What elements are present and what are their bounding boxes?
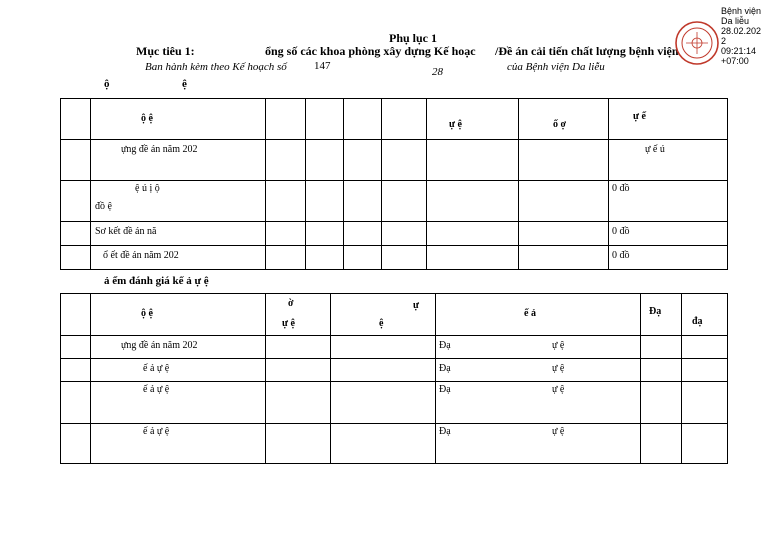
signature-line-3: 28.02.202 bbox=[721, 26, 762, 36]
evaluation-table bbox=[60, 293, 728, 464]
row-result: 0 đồ bbox=[612, 226, 630, 237]
table-header-row bbox=[61, 294, 728, 336]
table-row bbox=[61, 140, 728, 181]
row-activity: ế ả ự ệ bbox=[143, 363, 170, 374]
row-activity: ế ả ự ệ bbox=[143, 426, 170, 437]
signature-line-4: 2 bbox=[721, 36, 727, 46]
table-row bbox=[61, 246, 728, 270]
table-row bbox=[61, 181, 728, 222]
row-eval-a: Đạ bbox=[439, 426, 451, 437]
header-fail: đạ bbox=[692, 316, 703, 327]
subtitle-prefix: Ban hành kèm theo Kế hoạch số bbox=[145, 61, 287, 73]
header-implementation: ự ệ bbox=[449, 119, 462, 130]
table-header-row bbox=[61, 99, 728, 140]
table-row bbox=[61, 382, 728, 424]
row-activity: ựng đề án năm 202 bbox=[121, 340, 198, 351]
row-eval-a: Đạ bbox=[439, 384, 451, 395]
row-result: 0 đồ bbox=[612, 250, 630, 261]
row-activity-line-1: ệ ú ị ộ bbox=[135, 183, 160, 194]
header-time-a: ờ bbox=[288, 298, 294, 309]
section-1-fragment-a: ộ bbox=[104, 78, 110, 90]
header-time-b: ự ệ bbox=[282, 318, 295, 329]
header-pass: Đạ bbox=[649, 306, 662, 317]
row-activity: ựng đề án năm 202 bbox=[121, 144, 198, 155]
row-eval-b: ự ệ bbox=[552, 363, 565, 374]
header-activity: ộ ệ bbox=[141, 113, 153, 124]
signature-line-6: +07:00 bbox=[721, 56, 749, 66]
row-activity: Sơ kết đề án nă bbox=[95, 226, 157, 237]
row-eval-a: Đạ bbox=[439, 340, 451, 351]
table-row bbox=[61, 424, 728, 464]
header-person-b: ệ bbox=[379, 318, 384, 329]
objective-text-2: /Đề án cải tiến chất lượng bệnh viện bbox=[495, 44, 679, 58]
row-eval-b: ự ệ bbox=[552, 384, 565, 395]
header-coordination: ố ợ bbox=[553, 119, 567, 130]
signature-line-2: Da liễu bbox=[721, 16, 750, 26]
header-evaluation: ế ả bbox=[524, 308, 536, 319]
row-eval-a: Đạ bbox=[439, 363, 451, 374]
objective-text: ổng số các khoa phòng xây dựng Kế hoạc bbox=[265, 44, 476, 58]
row-activity: ổ ết đề án năm 202 bbox=[103, 250, 179, 261]
activity-plan-table bbox=[60, 98, 728, 270]
header-person-a: ự bbox=[413, 300, 420, 311]
objective-label: Mục tiêu 1: bbox=[136, 44, 195, 58]
subtitle-suffix: của Bệnh viện Da liễu bbox=[507, 61, 605, 73]
row-result: 0 đồ bbox=[612, 183, 630, 194]
plan-number: 147 bbox=[314, 60, 331, 72]
hospital-seal bbox=[674, 20, 720, 66]
header-activity: ộ ệ bbox=[141, 308, 153, 319]
digital-signature bbox=[721, 6, 761, 66]
plan-day: 28 bbox=[432, 66, 443, 78]
table-row bbox=[61, 359, 728, 382]
header-result: ự ế bbox=[633, 111, 646, 122]
table-row bbox=[61, 222, 728, 246]
row-eval-b: ự ệ bbox=[552, 426, 565, 437]
section-1-fragment-b: ệ bbox=[182, 78, 187, 90]
signature-line-5: 09:21:14 bbox=[721, 46, 757, 56]
row-result: ự ế ú bbox=[645, 144, 665, 155]
row-activity-line-2: đồ ệ bbox=[95, 201, 112, 212]
table-row bbox=[61, 336, 728, 359]
row-eval-b: ự ệ bbox=[552, 340, 565, 351]
row-activity: ế ả ự ệ bbox=[143, 384, 170, 395]
section-2-title: ả ểm đánh giá kế ả ự ệ bbox=[104, 275, 209, 287]
appendix-title: Phụ lục 1 bbox=[389, 31, 438, 45]
signature-line-1: Bệnh viện bbox=[721, 6, 762, 16]
